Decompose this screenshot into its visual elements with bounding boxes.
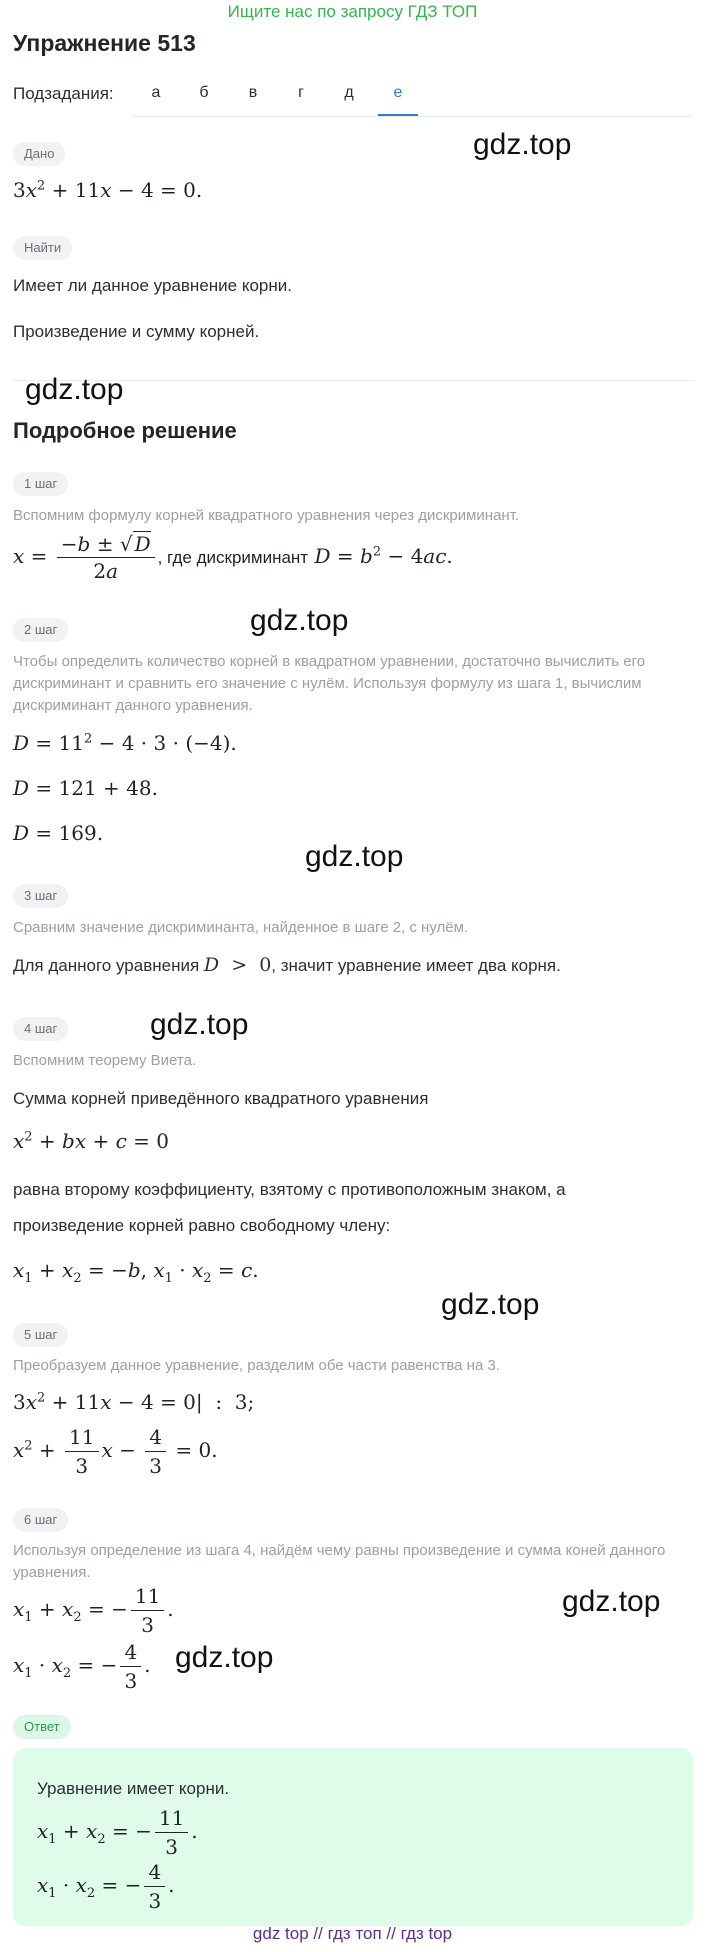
d-calc-3: D = 169. — [13, 821, 104, 845]
watermark: gdz.top — [175, 1641, 274, 1674]
step-6-pill: 6 шаг — [13, 1508, 68, 1532]
step-3-text-after: , значит уравнение имеет два корня. — [271, 956, 561, 975]
tab-a[interactable]: а — [151, 84, 161, 101]
step-6-hint: Используя определение из шага 4, найдём чему равны произведение и сумма коней данного уравнения. — [13, 1542, 666, 1581]
solution-title: Подробное решение — [13, 418, 237, 443]
tab-v[interactable]: в — [248, 84, 258, 101]
step-1-hint: Вспомним формулу корней квадратного уравнения через дискриминант. — [13, 507, 520, 524]
find-line-2: Произведение и сумму корней. — [13, 322, 260, 341]
watermark: gdz.top — [473, 128, 572, 161]
tab-d[interactable]: д — [344, 84, 354, 101]
discriminant-formula: x = $\frac{-b \pm √ D}{2a}$ , где дискриминант $D = b^2 - 4ac$. — [13, 532, 453, 583]
answer-text: Уравнение имеет корни. — [37, 1779, 230, 1798]
step-4-text-3: произведение корней равно свободному члену: — [13, 1216, 391, 1235]
answer-sum: $x_1 + x_2$ = − $\frac{11}{3}$ . — [37, 1806, 198, 1859]
d-calc-2: D = 121 + 48. — [13, 776, 158, 800]
given-pill: Дано — [13, 142, 65, 166]
step-2-hint: Чтобы определить количество корней в квадратном уравнении, достаточно вычислить его дискриминант и сравнить его значение с нулём. Используя формулу из шага 1, вычислим дискриминант данного уравнения. — [13, 653, 646, 714]
watermark: gdz.top — [150, 1008, 249, 1041]
product-result: $x_1 \cdot x_2$ = − $\frac{4}{3}$ . — [13, 1640, 151, 1693]
sum-result: $x_1 + x_2$ = − $\frac{11}{3}$ . — [13, 1584, 174, 1637]
reduced-given: $x^2$ + $\frac{11}{3}$ x − $\frac{4}{3}$ = 0. — [13, 1425, 218, 1478]
footer-links[interactable]: gdz top // гдз топ // гдз top — [252, 1924, 453, 1943]
divide-equation: $3x^2 + 11x - 4 = 0|$ : 3; — [13, 1390, 255, 1414]
step-5-hint: Преобразуем данное уравнение, разделим обе части равенства на 3. — [13, 1357, 500, 1374]
watermark: gdz.top — [441, 1288, 540, 1321]
reduced-equation: $x^2$ + bx + c = 0 — [13, 1129, 170, 1153]
step-3-pill: 3 шаг — [13, 884, 68, 908]
watermark: gdz.top — [562, 1585, 661, 1618]
step-4-text-1: Сумма корней приведённого квадратного уравнения — [13, 1089, 429, 1108]
answer-pill: Ответ — [13, 1715, 71, 1739]
step-2-pill: 2 шаг — [13, 618, 68, 642]
d-calc-1: $D = 11^2 - 4 \cdot 3 \cdot (-4)$. — [13, 731, 237, 755]
tab-b[interactable]: б — [199, 84, 209, 101]
tab-g[interactable]: г — [298, 84, 304, 101]
page-title: Упражнение 513 — [13, 30, 196, 56]
step-4-text-2: равна второму коэффициенту, взятому с противоположным знаком, а — [13, 1180, 566, 1199]
step-4-hint: Вспомним теорему Виета. — [13, 1052, 197, 1069]
step-3-conclusion: Для данного уравнения D > 0, значит уравнение имеет два корня. — [13, 954, 561, 976]
watermark: gdz.top — [25, 373, 124, 406]
given-equation: $3x^2 + 11x - 4 = 0$. — [13, 178, 203, 202]
search-banner: Ищите нас по запросу ГДЗ ТОП — [227, 2, 478, 21]
step-4-pill: 4 шаг — [13, 1017, 68, 1041]
subtasks-tabs — [132, 80, 692, 117]
tab-e[interactable]: е — [378, 84, 418, 116]
step-3-text-before: Для данного уравнения — [13, 956, 200, 975]
step-1-pill: 1 шаг — [13, 472, 68, 496]
watermark: gdz.top — [305, 840, 404, 873]
step-5-pill: 5 шаг — [13, 1323, 68, 1347]
formula-text: , где дискриминант — [157, 548, 309, 567]
step-3-hint: Сравним значение дискриминанта, найденное в шаге 2, с нулём. — [13, 919, 469, 936]
find-line-1: Имеет ли данное уравнение корни. — [13, 276, 292, 295]
subtasks-label: Подзадания: — [13, 84, 114, 103]
vieta-formulas: $x_1 + x_2 = -b$, $x_1 \cdot x_2 = c$. — [13, 1258, 259, 1286]
answer-box — [13, 1748, 693, 1926]
watermark: gdz.top — [250, 604, 349, 637]
answer-product: $x_1 \cdot x_2$ = − $\frac{4}{3}$ . — [37, 1860, 175, 1913]
find-pill: Найти — [13, 236, 72, 260]
